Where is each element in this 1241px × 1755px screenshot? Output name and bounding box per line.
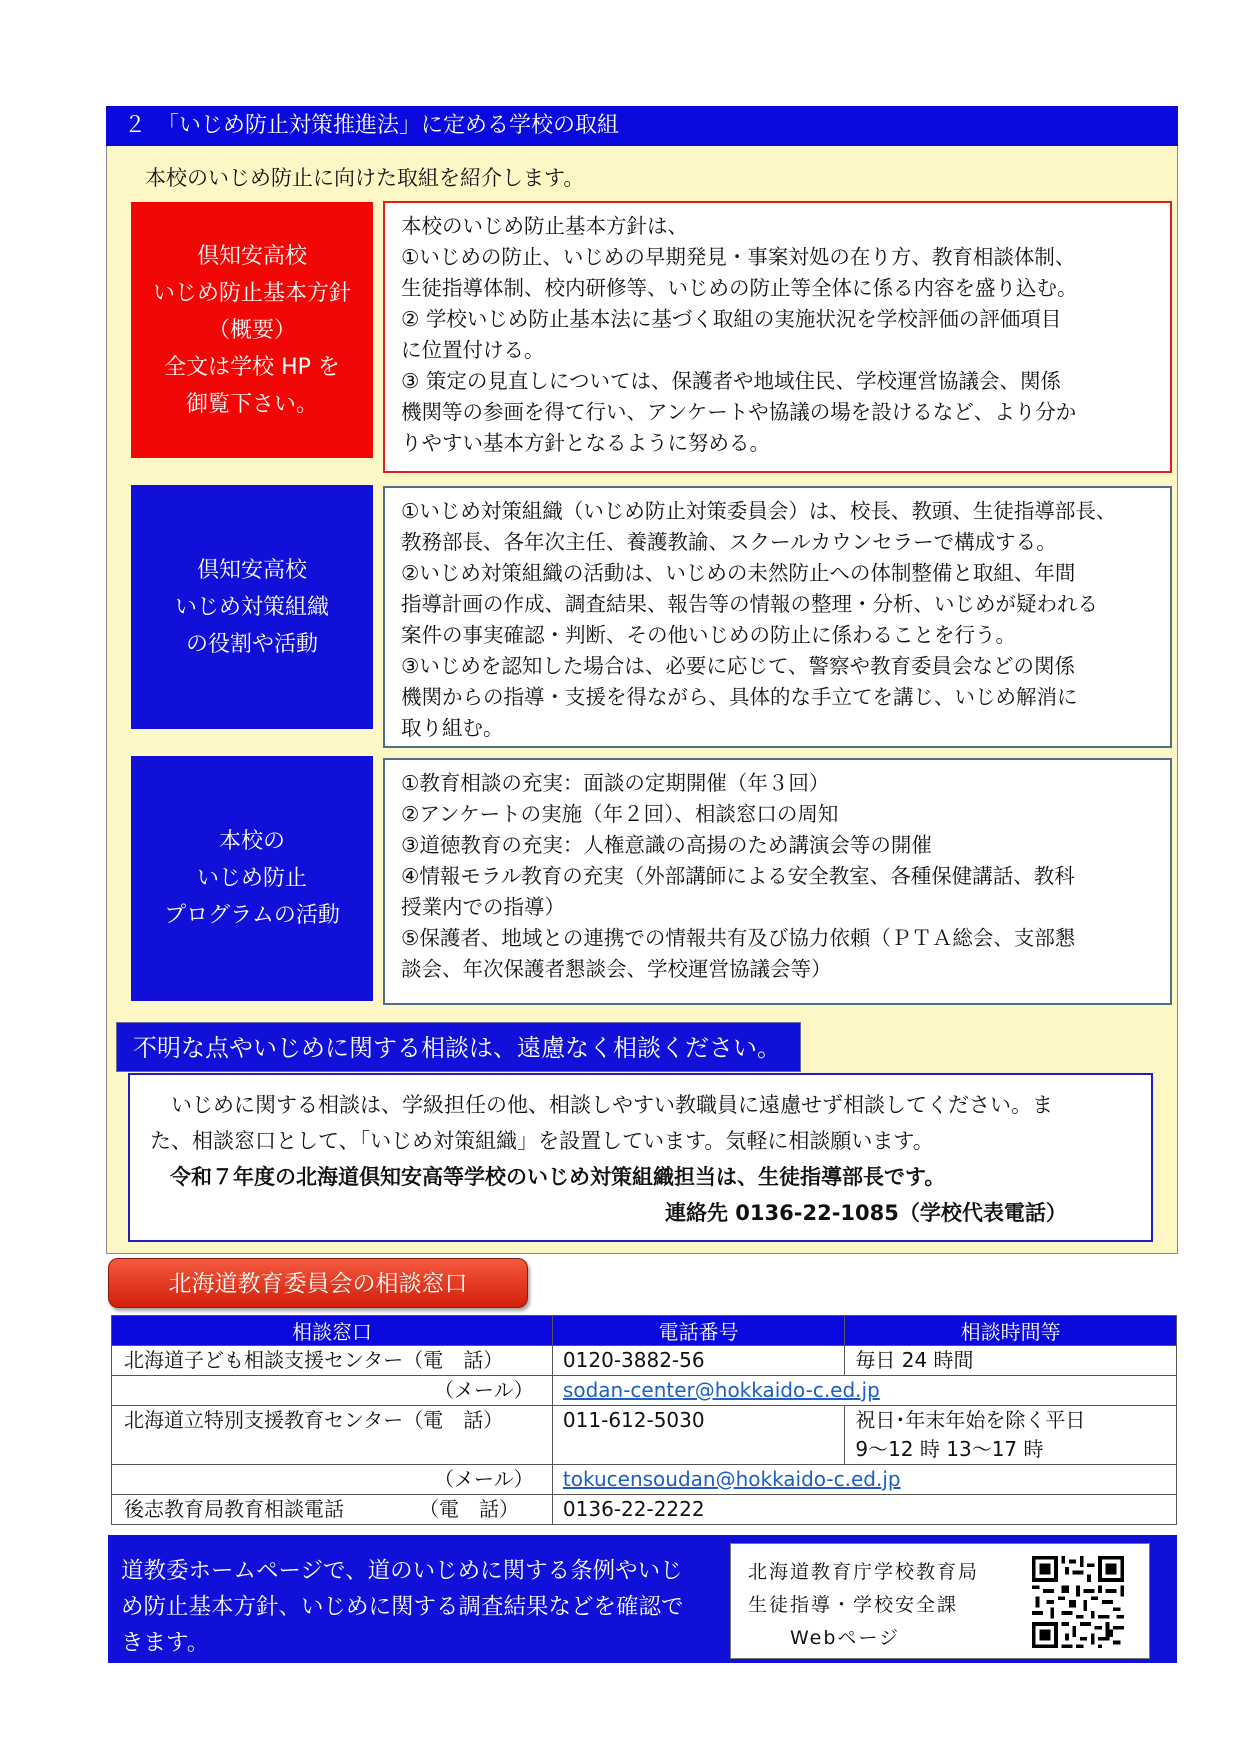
banner-line: きます。 [121, 1630, 210, 1656]
program-text-line: ③道徳教育の充実：人権意識の高揚のため講演会等の開催 [401, 833, 932, 857]
organization-text-line: 指導計画の作成、調査結果、報告等の情報の整理・分析、いじめが疑われる [401, 592, 1098, 616]
consult-line: いじめに関する相談は、学級担任の他、相談しやすい教職員に遠慮せず相談してください。ま [150, 1093, 1053, 1117]
consult-officer-line: 令和７年度の北海道倶知安高等学校のいじめ対策組織担当は、生徒指導部長です。 [170, 1165, 946, 1189]
organization-text-line: ③いじめを認知した場合は、必要に応じて、警察や教育委員会などの関係 [401, 654, 1075, 678]
policy-text-line: 機関等の参画を得て行い、アンケートや協議の場を設けるなど、より分か [401, 400, 1077, 424]
window-name: 北海道子ども相談支援センター（電 話） [112, 1346, 553, 1376]
section2-intro: 本校のいじめ防止に向けた取組を紹介します。 [145, 166, 585, 190]
column-header: 電話番号 [552, 1316, 844, 1346]
policy-label-line: 全文は学校 HP を [164, 354, 340, 380]
tel-label: （電 話） [419, 1497, 519, 1521]
column-header: 相談時間等 [845, 1316, 1177, 1346]
policy-text-box [383, 201, 1172, 473]
policy-text-line: 生徒指導体制、校内研修等、いじめの防止等全体に係る内容を盛り込む。 [401, 276, 1078, 300]
section2-heading: ２ 「いじめ防止対策推進法」に定める学校の取組 [106, 106, 1178, 146]
program-label-line: 本校の [218, 829, 285, 854]
consult-box [128, 1073, 1153, 1242]
policy-label-line: いじめ防止基本方針 [152, 280, 351, 306]
banner-line: め防止基本方針、いじめに関する調査結果などを確認で [121, 1594, 684, 1620]
policy-label-box [131, 202, 373, 458]
organization-label-line: いじめ対策組織 [174, 594, 329, 620]
phone-number: 011-612-5030 [552, 1406, 844, 1465]
organization-text-box [383, 486, 1172, 748]
phone-number: 0136-22-2222 [552, 1495, 1176, 1525]
mail-label-cell [112, 1376, 553, 1406]
policy-text-line: りやすい基本方針となるように努める。 [401, 431, 770, 455]
panel-line: 生徒指導・学校安全課 [748, 1594, 959, 1616]
mail-label: （メール） [434, 1378, 534, 1402]
program-text-line: ④情報モラル教育の充実（外部講師による安全教室、各種保健講話、教科 [401, 864, 1075, 888]
hours-cell [845, 1406, 1177, 1465]
hours: 毎日 24 時間 [845, 1346, 1177, 1376]
organization-label-line: の役割や活動 [185, 631, 318, 657]
program-label-box [131, 756, 373, 1001]
banner-line: 道教委ホームページで、道のいじめに関する条例やいじ [121, 1558, 683, 1584]
organization-text-line: 機関からの指導・支援を得ながら、具体的な手立てを講じ、いじめ解消に [401, 685, 1078, 709]
organization-text-line: 教務部長、各年次主任、養護教諭、スクールカウンセラーで構成する。 [401, 530, 1057, 554]
program-label-line: プログラムの活動 [164, 903, 340, 928]
program-label-line: いじめ防止 [196, 866, 307, 891]
banner-text [121, 1553, 711, 1661]
window-name-cell [112, 1495, 553, 1525]
board-contact-table [111, 1315, 1177, 1522]
consult-line: た、相談窓口として、「いじめ対策組織」を設置しています。気軽に相談願います。 [150, 1129, 934, 1153]
program-text-line: 授業内での指導） [401, 895, 565, 919]
policy-text-line: 本校のいじめ防止基本方針は、 [401, 214, 688, 238]
email-link[interactable]: tokucensoudan@hokkaido-c.ed.jp [562, 1467, 901, 1491]
email-cell [552, 1465, 1176, 1495]
organization-text-line: 取り組む。 [401, 716, 504, 740]
mail-label-cell [112, 1465, 553, 1495]
policy-text-line: に位置付ける。 [401, 338, 545, 362]
consult-contact-line: 連絡先 0136-22-1085（学校代表電話） [665, 1201, 1067, 1225]
hours: 祝日･年末年始を除く平日 [855, 1408, 1086, 1432]
table-row [112, 1406, 1177, 1465]
table-row [112, 1495, 1177, 1525]
organization-text-line: 案件の事実確認・判断、その他いじめの防止に係わることを行う。 [401, 623, 1016, 647]
table-row [112, 1465, 1177, 1495]
consult-heading: 不明な点やいじめに関する相談は、遠慮なく相談ください。 [116, 1022, 801, 1072]
table-row [112, 1346, 1177, 1376]
policy-text-line: ③ 策定の見直しについては、保護者や地域住民、学校運営協議会、関係 [401, 369, 1061, 393]
program-text-line: ⑤保護者、地域との連携での情報共有及び協力依頼（ＰＴＡ総会、支部懇 [401, 926, 1076, 950]
web-page-panel-text [748, 1556, 979, 1655]
policy-text-line: ①いじめの防止、いじめの早期発見・事案対処の在り方、教育相談体制、 [401, 245, 1076, 269]
email-link[interactable]: sodan-center@hokkaido-c.ed.jp [562, 1378, 880, 1402]
policy-label-line: 御覧下さい。 [185, 391, 318, 417]
panel-line: Webページ [748, 1627, 901, 1649]
table-row [112, 1376, 1177, 1406]
board-title-pill: 北海道教育委員会の相談窓口 [108, 1258, 528, 1308]
organization-text-line: ②いじめ対策組織の活動は、いじめの未然防止への体制整備と取組、年間 [401, 561, 1076, 585]
hours: 9～12 時 13～17 時 [855, 1437, 1044, 1461]
policy-label-line: 倶知安高校 [196, 243, 307, 269]
qr-code-icon[interactable] [1032, 1556, 1124, 1648]
mail-label: （メール） [434, 1467, 534, 1491]
program-text-line: 談会、年次保護者懇談会、学校運営協議会等） [401, 957, 832, 981]
program-text-line: ②アンケートの実施（年２回）、相談窓口の周知 [401, 802, 839, 826]
organization-text-line: ①いじめ対策組織（いじめ防止対策委員会）は、校長、教頭、生徒指導部長、 [401, 499, 1117, 523]
program-text-line: ①教育相談の充実：面談の定期開催（年３回） [401, 771, 830, 795]
organization-label-box [131, 485, 373, 729]
phone-number: 0120-3882-56 [552, 1346, 844, 1376]
program-text-box [383, 758, 1172, 1005]
email-cell [552, 1376, 1176, 1406]
column-header: 相談窓口 [112, 1316, 553, 1346]
organization-label-line: 倶知安高校 [196, 557, 307, 583]
window-name: 後志教育局教育相談電話 [124, 1497, 344, 1521]
window-name: 北海道立特別支援教育センター（電 話） [112, 1406, 553, 1465]
policy-label-line: （概要） [207, 317, 296, 343]
panel-line: 北海道教育庁学校教育局 [748, 1561, 980, 1583]
policy-text-line: ② 学校いじめ防止基本法に基づく取組の実施状況を学校評価の評価項目 [401, 307, 1062, 331]
table-header-row [112, 1316, 1177, 1346]
